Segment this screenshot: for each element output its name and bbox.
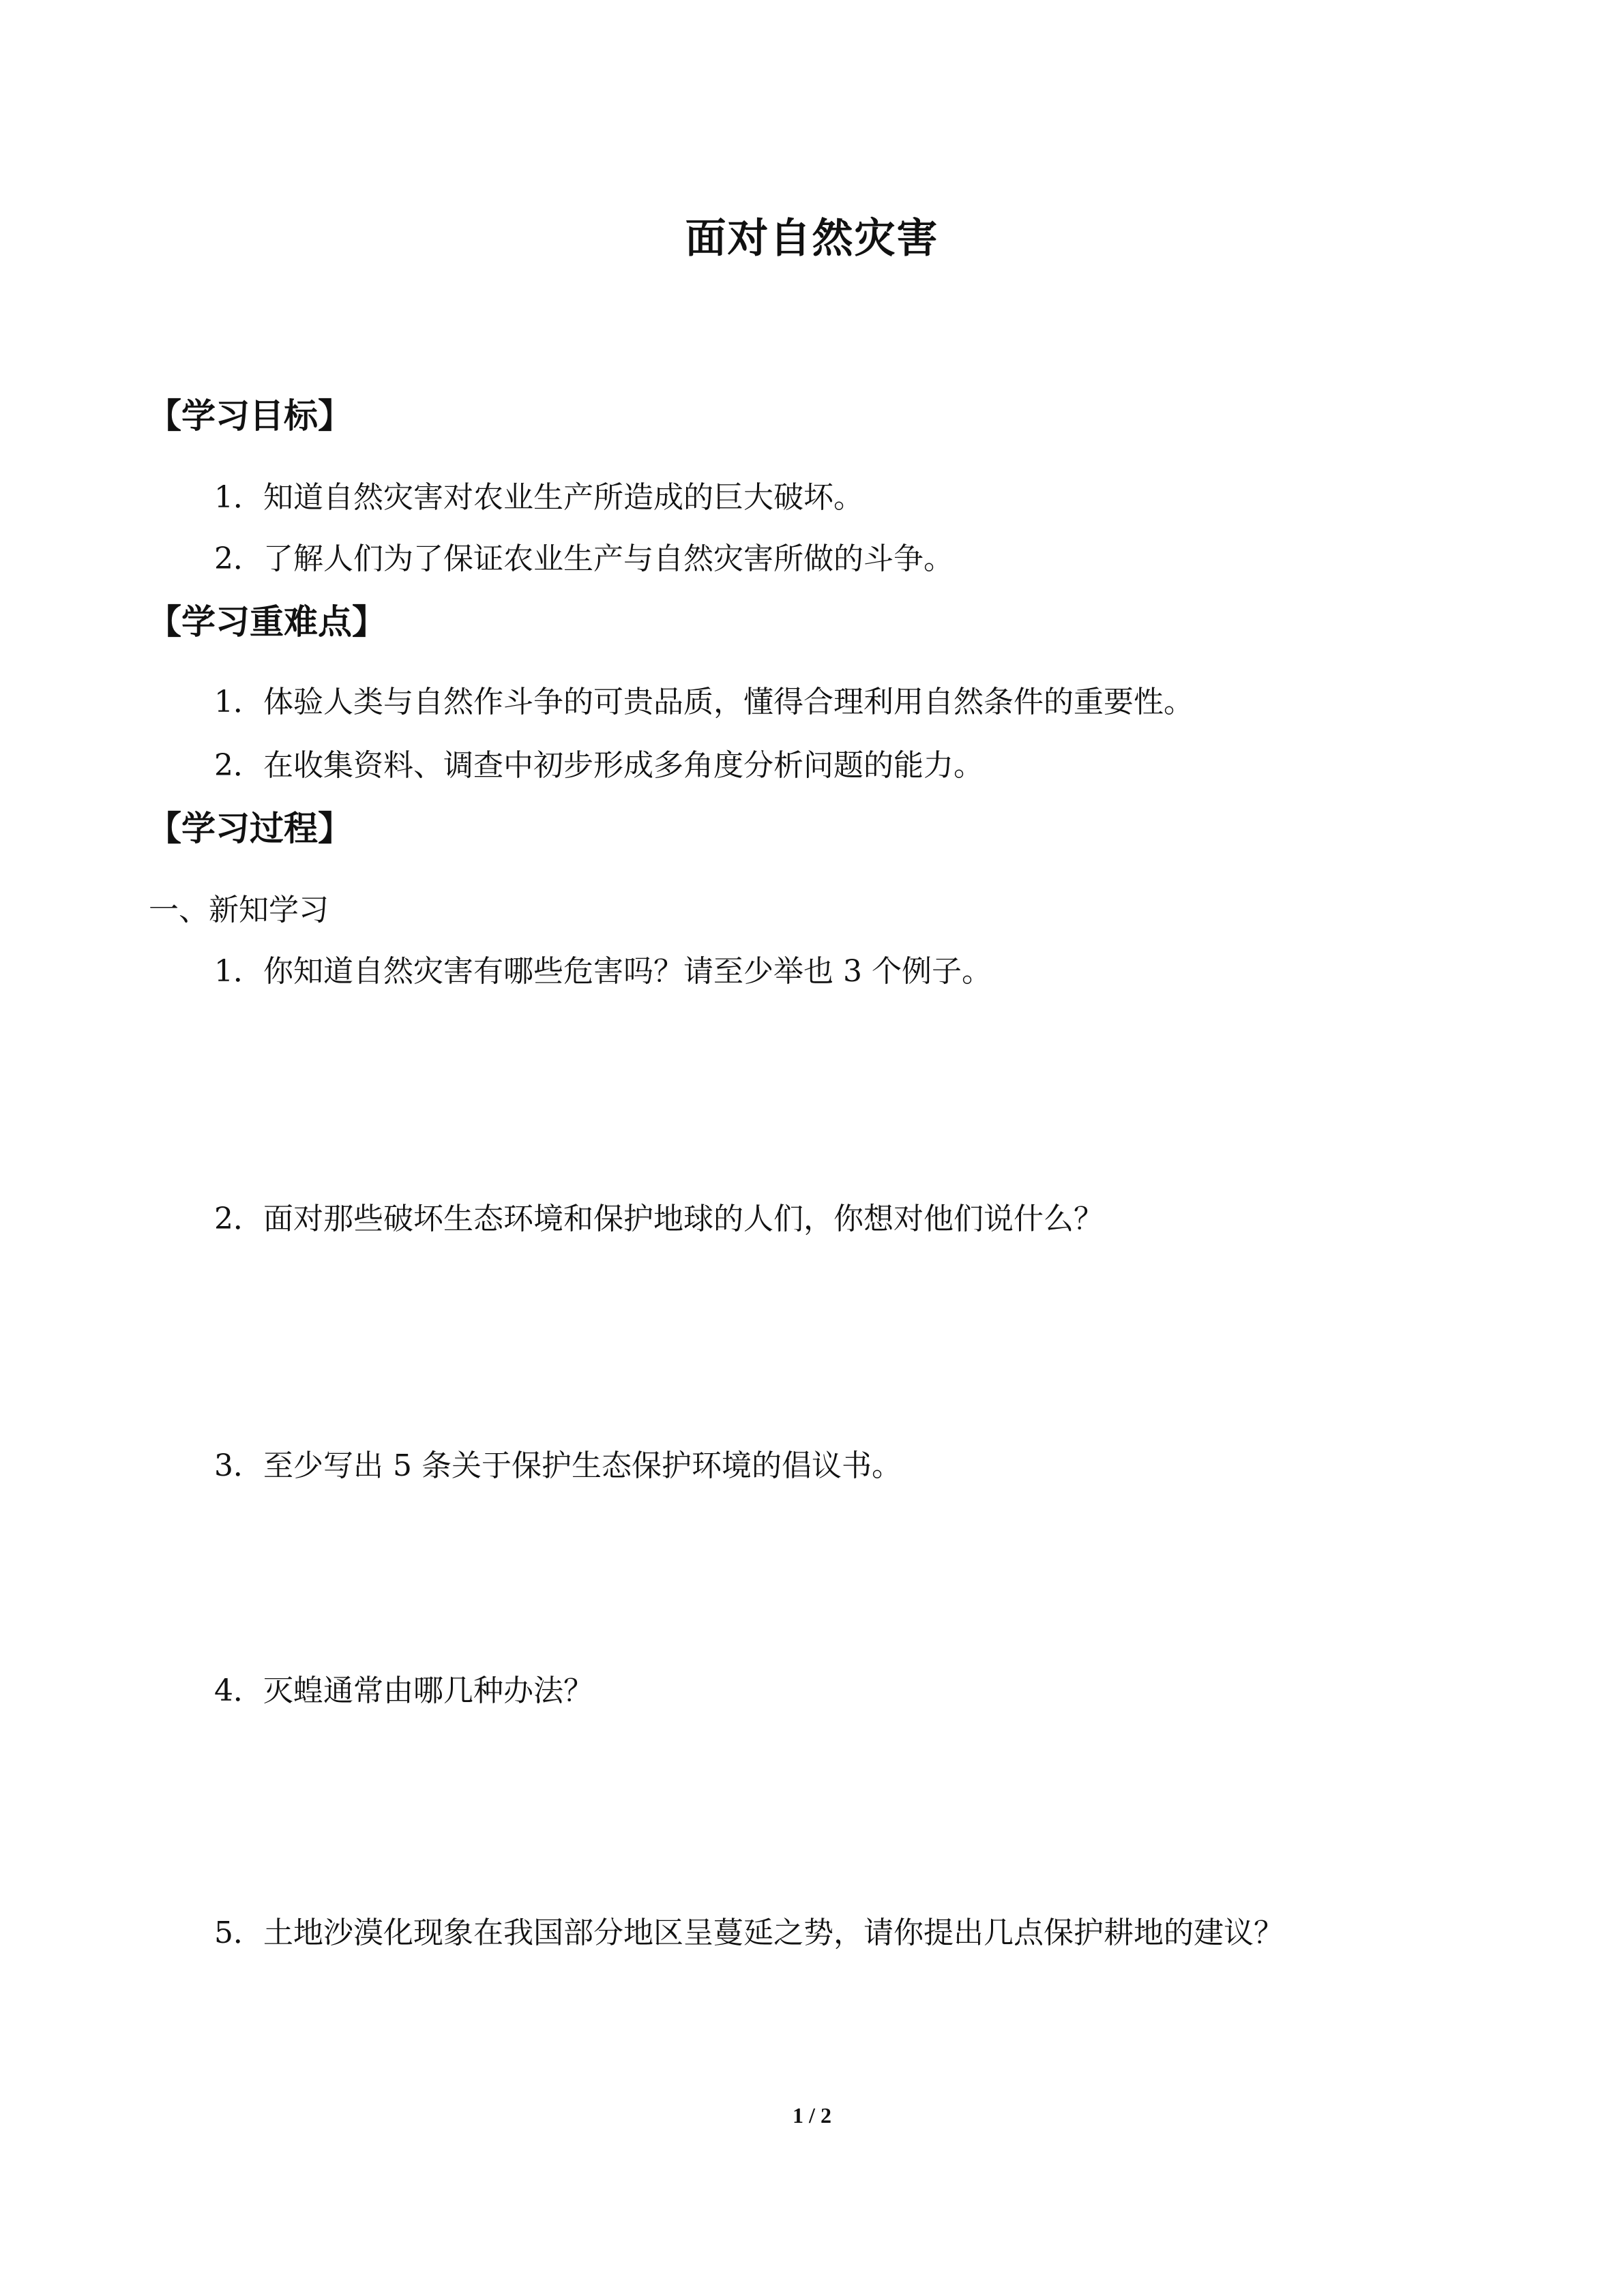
section-heading-process: 【学习过程】	[147, 809, 352, 848]
item-number: 2．	[214, 1202, 263, 1236]
item-number: 3．	[214, 1448, 263, 1483]
item-number: 1．	[214, 480, 263, 515]
objective-item	[214, 477, 863, 518]
item-text: 面对那些破坏生态环境和保护地球的人们，你想对他们说什么？	[263, 1202, 1104, 1236]
item-number: 5．	[214, 1915, 263, 1950]
item-text: 你知道自然灾害有哪些危害吗？请至少举也 3 个例子。	[263, 954, 992, 989]
item-text: 土地沙漠化现象在我国部分地区呈蔓延之势，请你提出几点保护耕地的建议？	[263, 1915, 1284, 1950]
question-item	[214, 1913, 1284, 1954]
page-title: 面对自然灾害	[685, 215, 939, 263]
item-text: 在收集资料、调查中初步形成多角度分析问题的能力。	[263, 748, 984, 783]
objective-item	[214, 539, 954, 580]
key-point-item	[214, 682, 1194, 723]
subsection-heading: 一、新知学习	[149, 893, 329, 927]
item-text: 体验人类与自然作斗争的可贵品质，懂得合理利用自然条件的重要性。	[263, 685, 1194, 719]
item-text: 至少写出 5 条关于保护生态保护环境的倡议书。	[263, 1448, 902, 1483]
item-number: 1．	[214, 685, 263, 719]
item-number: 2．	[214, 541, 263, 576]
question-item	[214, 951, 992, 992]
item-number: 1．	[214, 954, 263, 989]
question-item	[214, 1199, 1104, 1240]
question-item	[214, 1446, 902, 1487]
item-number: 4．	[214, 1673, 263, 1708]
item-text: 知道自然灾害对农业生产所造成的巨大破坏。	[263, 480, 863, 515]
page-number: 1 / 2	[793, 2103, 831, 2128]
section-heading-objectives: 【学习目标】	[147, 396, 352, 436]
item-text: 了解人们为了保证农业生产与自然灾害所做的斗争。	[263, 541, 954, 576]
question-item	[214, 1671, 593, 1712]
key-point-item	[214, 745, 984, 786]
item-text: 灭蝗通常由哪几种办法？	[263, 1673, 593, 1708]
item-number: 2．	[214, 748, 263, 783]
section-heading-key-points: 【学习重难点】	[147, 602, 386, 642]
